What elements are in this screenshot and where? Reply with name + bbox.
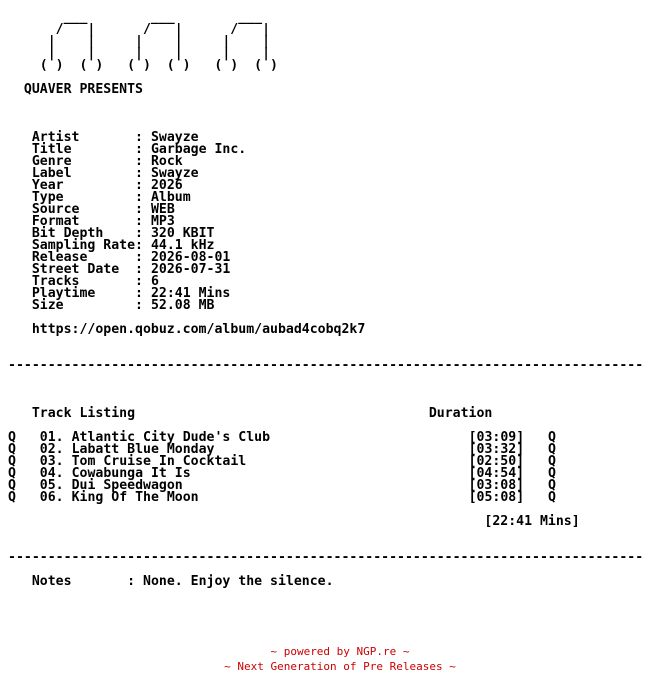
info-label: Source bbox=[31, 202, 136, 217]
ngp-link[interactable]: ~ powered by NGP.re ~ bbox=[270, 645, 410, 658]
info-row: Title : Garbage Inc. bbox=[31, 142, 247, 157]
ascii-art-line: ___ ___ ___ bbox=[8, 10, 263, 25]
track-list bbox=[8, 430, 556, 505]
ascii-art-line: / | / | / | bbox=[8, 22, 271, 37]
notes-label: Notes bbox=[31, 574, 72, 589]
info-row: Artist : Swayze bbox=[31, 130, 199, 145]
info-label: Tracks bbox=[31, 274, 136, 289]
info-row: Type : Album bbox=[31, 190, 191, 205]
track-title: Tom Cruise In Cocktail bbox=[71, 454, 247, 469]
info-value: WEB bbox=[150, 202, 175, 217]
track-listing-header: Track Listing bbox=[31, 406, 136, 421]
info-label: Artist bbox=[31, 130, 136, 145]
info-value: 2026-08-01 bbox=[150, 250, 231, 265]
footer-powered-by[interactable] bbox=[0, 644, 648, 659]
info-value: Swayze bbox=[150, 130, 199, 145]
info-value: Swayze bbox=[150, 166, 199, 181]
track-duration: [03:09] bbox=[468, 430, 525, 445]
track-marker-left: Q bbox=[8, 442, 16, 457]
track-duration: [02:50] bbox=[468, 454, 525, 469]
info-label: Sampling Rate bbox=[31, 238, 136, 253]
info-value: Album bbox=[150, 190, 191, 205]
info-value: 22:41 Mins bbox=[150, 286, 231, 301]
info-label: Type bbox=[31, 190, 136, 205]
info-value: 2026 bbox=[150, 178, 183, 193]
track-number: 05. bbox=[39, 478, 64, 493]
track-marker-right: Q bbox=[547, 466, 556, 481]
info-label: Format bbox=[31, 214, 136, 229]
track-row bbox=[8, 490, 556, 505]
ascii-art-line: ( ) ( ) ( ) ( ) ( ) ( ) bbox=[8, 58, 278, 73]
nfo-text-block: ___ ___ ___ / | / | / | | | | | | | | | | | | | ( ) ( ) ( ) ( ) ( ) ( ) QUAVER PRESENTS Artist : Swayze Title : Garbage Inc. Genre : Rock Label : Swayze Year : 2026 Type : Album Source : WEB Format : MP3 Bit Depth : 320 KBIT Sampling Rate: 44.1 kHz Release : 2026-08-01 Street Date : 2026-07-31 Tracks : 6 Playtime : 22:41 Mins Size : 52.08 MB https://open.qobuz.com/album/aubad4cobq2k7 -------------------------------------------------------------------------------- Track Listing Duration Q 01. Atlantic City Dude's Club [03:09] Q Q 02. Labatt Blue Monday [03:32] Q Q 03. Tom Cruise In Cocktail [02:50] Q Q 04. Cowabunga It Is [04:54] Q Q 05. Dui Speedwagon [03:08] Q Q 06. King Of The Moon [05:08] Q [22:41 Mins] -------------------------------------------------------------------------------- Notes : None. Enjoy the silence. bbox=[8, 10, 644, 589]
info-value: MP3 bbox=[150, 214, 175, 229]
info-row: Sampling Rate: 44.1 kHz bbox=[31, 238, 215, 253]
track-duration: [04:54] bbox=[468, 466, 525, 481]
info-label: Street Date bbox=[31, 262, 136, 277]
info-label: Release bbox=[31, 250, 136, 265]
info-value: 52.08 MB bbox=[150, 298, 215, 313]
info-row: Genre : Rock bbox=[31, 154, 183, 169]
ascii-art-notes bbox=[8, 10, 278, 73]
info-row: Format : MP3 bbox=[31, 214, 175, 229]
info-label: Title bbox=[31, 142, 136, 157]
track-duration: [03:32] bbox=[468, 442, 525, 457]
section-divider: -------------------------------------------------------------------------------- bbox=[8, 550, 644, 565]
info-value: 320 KBIT bbox=[150, 226, 215, 241]
info-row: Release : 2026-08-01 bbox=[31, 250, 231, 265]
track-marker-left: Q bbox=[8, 430, 16, 445]
track-number: 01. bbox=[39, 430, 64, 445]
track-title: Dui Speedwagon bbox=[71, 478, 183, 493]
track-title: King Of The Moon bbox=[71, 490, 199, 505]
track-number: 03. bbox=[39, 454, 64, 469]
track-marker-right: Q bbox=[547, 478, 556, 493]
info-row: Size : 52.08 MB bbox=[31, 298, 215, 313]
track-marker-right: Q bbox=[547, 454, 556, 469]
info-value: Garbage Inc. bbox=[150, 142, 247, 157]
release-info bbox=[8, 130, 246, 313]
info-label: Size bbox=[31, 298, 136, 313]
info-row: Bit Depth : 320 KBIT bbox=[31, 226, 215, 241]
ascii-art-line: | | | | | | bbox=[8, 46, 271, 61]
track-marker-left: Q bbox=[8, 466, 16, 481]
footer-tagline: ~ Next Generation of Pre Releases ~ bbox=[224, 660, 456, 673]
info-value: 44.1 kHz bbox=[150, 238, 215, 253]
track-marker-left: Q bbox=[8, 478, 16, 493]
info-value: 6 bbox=[150, 274, 159, 289]
track-marker-right: Q bbox=[547, 442, 556, 457]
track-marker-left: Q bbox=[8, 454, 16, 469]
info-row: Playtime : 22:41 Mins bbox=[31, 286, 231, 301]
info-row: Label : Swayze bbox=[31, 166, 199, 181]
info-row: Source : WEB bbox=[31, 202, 175, 217]
info-label: Year bbox=[31, 178, 136, 193]
album-url: https://open.qobuz.com/album/aubad4cobq2k7 bbox=[31, 322, 366, 337]
ascii-art-line: | | | | | | bbox=[8, 34, 271, 49]
duration-header: Duration bbox=[428, 406, 493, 421]
track-number: 06. bbox=[39, 490, 64, 505]
info-label: Label bbox=[31, 166, 136, 181]
track-title: Labatt Blue Monday bbox=[71, 442, 215, 457]
info-label: Genre bbox=[31, 154, 136, 169]
info-row: Tracks : 6 bbox=[31, 274, 159, 289]
notes-value: None. Enjoy the silence. bbox=[143, 574, 334, 589]
presents-heading: QUAVER PRESENTS bbox=[8, 82, 143, 97]
track-title: Cowabunga It Is bbox=[71, 466, 191, 481]
total-duration: [22:41 Mins] bbox=[484, 514, 580, 529]
info-row: Year : 2026 bbox=[31, 178, 183, 193]
track-duration: [05:08] bbox=[468, 490, 525, 505]
track-marker-right: Q bbox=[547, 430, 556, 445]
track-duration: [03:08] bbox=[468, 478, 525, 493]
section-divider: -------------------------------------------------------------------------------- bbox=[8, 358, 644, 373]
info-label: Bit Depth bbox=[31, 226, 136, 241]
info-value: 2026-07-31 bbox=[150, 262, 231, 277]
track-title: Atlantic City Dude's Club bbox=[71, 430, 271, 445]
info-label: Playtime bbox=[31, 286, 136, 301]
track-number: 02. bbox=[39, 442, 64, 457]
info-value: Rock bbox=[150, 154, 183, 169]
info-row: Street Date : 2026-07-31 bbox=[31, 262, 231, 277]
track-marker-right: Q bbox=[547, 490, 556, 505]
track-marker-left: Q bbox=[8, 490, 16, 505]
track-number: 04. bbox=[39, 466, 64, 481]
